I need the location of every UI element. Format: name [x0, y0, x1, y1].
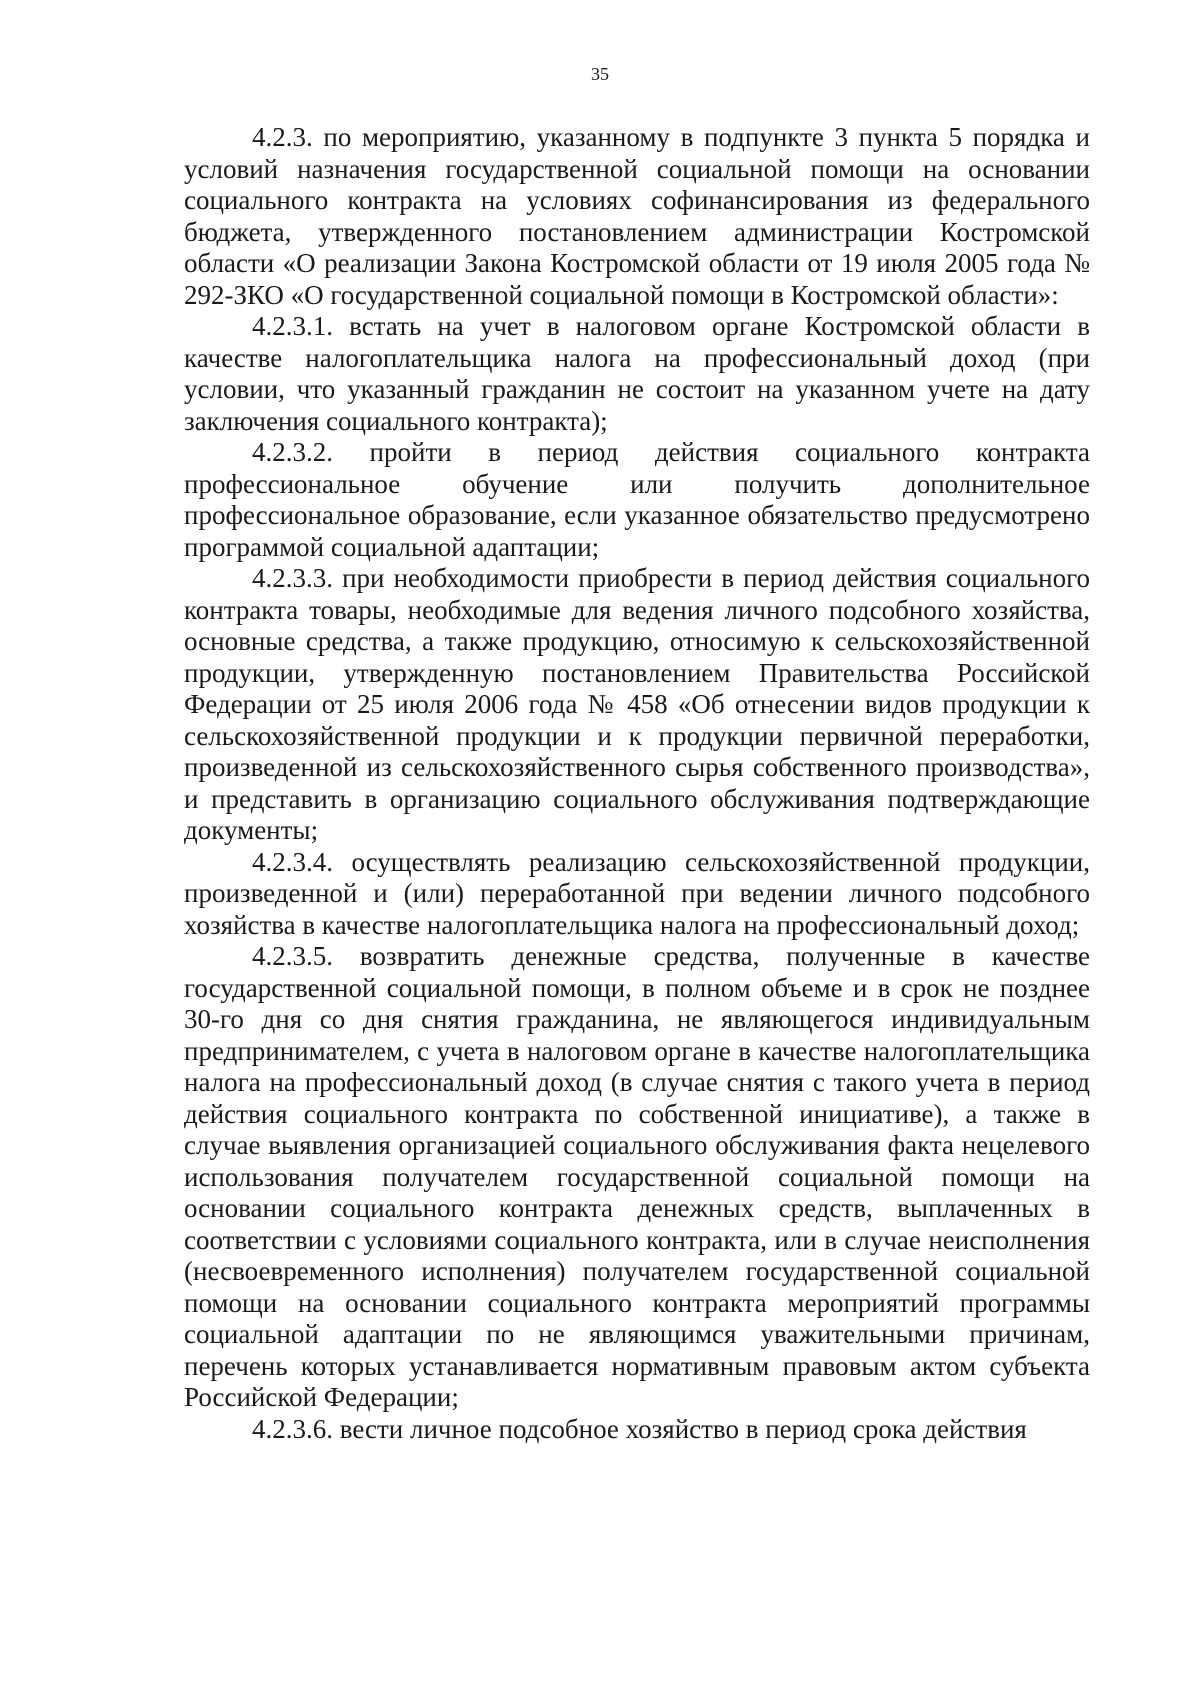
paragraph-4-2-3-5: 4.2.3.5. возвратить денежные средства, полученные в качестве государственной социальной помощи, в полном объеме и в срок не позднее 30-го дня со дня снятия гражданина, не являющегося индивидуальным предпринимателем, с учета в налоговом органе в качестве налогоплательщика налога на профессиональный доход (в случае снятия с такого учета в период действия социального контракта по собственной инициативе), а также в случае выявления организацией социального обслуживания факта нецелевого использования получателем государственной социальной помощи на основании социального контракта денежных средств, выплаченных в соответствии с условиями социального контракта, или в случае неисполнения (несвоевременного исполнения) получателем государственной социальной помощи на основании социального контракта мероприятий программы социальной адаптации по не являющимся уважительными причинам, перечень которых устанавливается нормативным правовым актом субъекта Российской Федерации; — [184, 941, 1090, 1412]
paragraph-4-2-3-1: 4.2.3.1. встать на учет в налоговом органе Костромской области в качестве налогоплательщика налога на профессиональный доход (при условии, что указанный гражданин не состоит на указанном учете на дату заключения социального контракта); — [184, 311, 1090, 436]
paragraph-4-2-3-2: 4.2.3.2. пройти в период действия социального контракта профессиональное обучение или получить дополнительное профессиональное образование, если указанное обязательство предусмотрено программой социальной адаптации; — [184, 437, 1090, 562]
paragraph-4-2-3-4: 4.2.3.4. осуществлять реализацию сельскохозяйственной продукции, произведенной и (или) переработанной при ведении личного подсобного хозяйства в качестве налогоплательщика налога на профессиональный доход; — [184, 846, 1090, 940]
document-body — [184, 122, 1090, 1445]
paragraph-4-2-3-3: 4.2.3.3. при необходимости приобрести в период действия социального контракта товары, необходимые для ведения личного подсобного хозяйства, основные средства, а также продукцию, относимую к сельскохозяйственной продукции, утвержденную постановлением Правительства Российской Федерации от 25 июля 2006 года № 458 «Об отнесении видов продукции к сельскохозяйственной продукции и к продукции первичной переработки, произведенной из сельскохозяйственного сырья собственного производства», и представить в организацию социального обслуживания подтверждающие документы; — [184, 563, 1090, 845]
page-number: 35 — [591, 64, 609, 84]
paragraph-4-2-3-6: 4.2.3.6. вести личное подсобное хозяйство в период срока действия — [252, 1413, 1027, 1444]
paragraph-4-2-3: 4.2.3. по мероприятию, указанному в подпункте 3 пункта 5 порядка и условий назначения государственной социальной помощи на основании социального контракта на условиях софинансирования из федерального бюджета, утвержденного постановлением администрации Костромской области «О реализации Закона Костромской области от 19 июля 2005 года № 292-ЗКО «О государственной социальной помощи в Костромской области»: — [184, 122, 1090, 310]
